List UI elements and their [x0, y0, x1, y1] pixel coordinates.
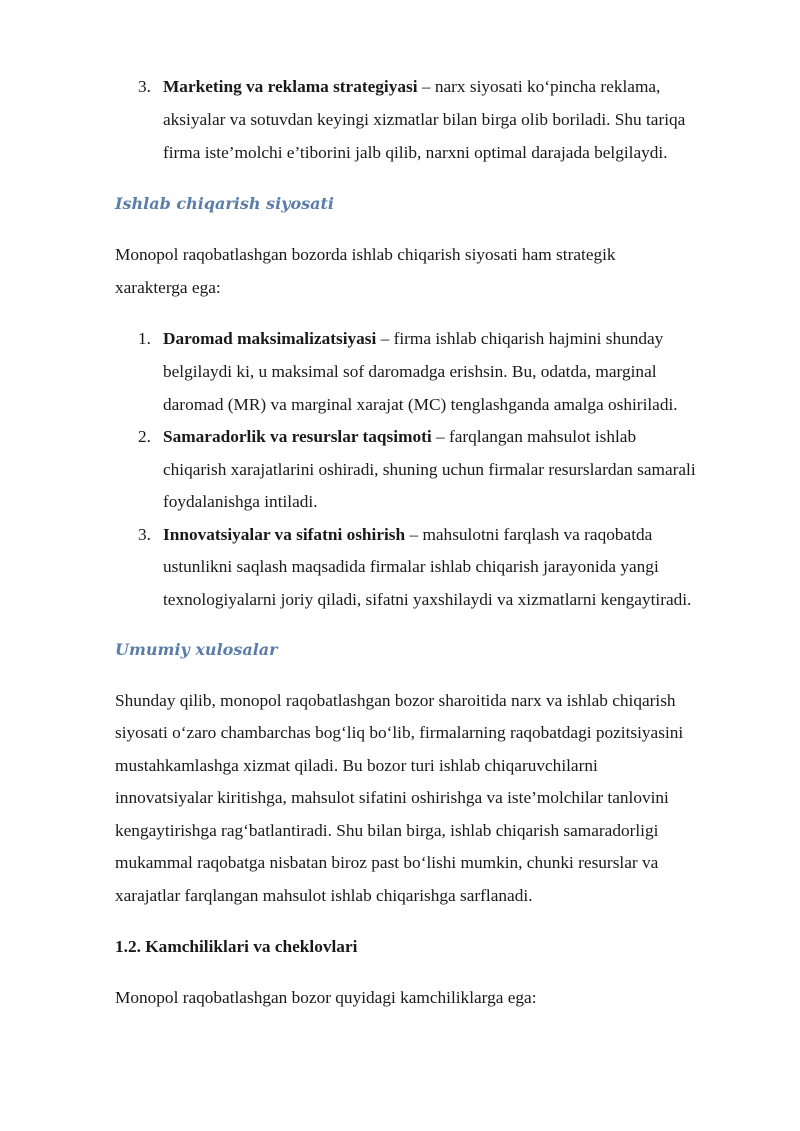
paragraph-line: mukammal raqobatga nisbatan biroz past bo‘lishi mumkin, chunki resurslar va — [115, 853, 659, 872]
list-number: 3. — [138, 525, 151, 544]
list-item-title: Daromad maksimalizatsiyasi — [163, 329, 377, 348]
list-item-first-line — [163, 525, 652, 545]
paragraph-line: siyosati o‘zaro chambarchas bog‘liq bo‘lib, firmalarning raqobatdagi pozitsiyasini — [115, 723, 684, 742]
list-item-text: – mahsulotni farqlash va raqobatda — [405, 525, 653, 544]
list-item-line: ustunlikni saqlash maqsadida firmalar ishlab chiqarish jarayonida yangi — [163, 557, 659, 576]
paragraph-line: kengaytirishga rag‘batlantiradi. Shu bilan birga, ishlab chiqarish samaradorligi — [115, 821, 659, 840]
list-item-line: daromad (MR) va marginal xarajat (MC) tenglashganda amalga oshiriladi. — [163, 395, 678, 414]
list-item-title: Innovatsiyalar va sifatni oshirish — [163, 525, 406, 544]
paragraph-line: mustahkamlashga xizmat qiladi. Bu bozor turi ishlab chiqaruvchilarni — [115, 756, 598, 775]
paragraph-line: Monopol raqobatlashgan bozor quyidagi kamchiliklarga ega: — [115, 988, 537, 1007]
list-item-text: – narx siyosati ko‘pincha reklama, — [417, 77, 661, 96]
list-item-line: chiqarish xarajatlarini oshiradi, shuning uchun firmalar resurslardan samarali — [163, 460, 696, 479]
list-number: 2. — [138, 427, 151, 446]
list-item-text: – farqlangan mahsulot ishlab — [431, 427, 637, 446]
paragraph-line: Shunday qilib, monopol raqobatlashgan bozor sharoitida narx va ishlab chiqarish — [115, 691, 676, 710]
list-item-first-line — [163, 329, 663, 349]
list-item-text: – firma ishlab chiqarish hajmini shunday — [376, 329, 664, 348]
paragraph-line: Monopol raqobatlashgan bozorda ishlab chiqarish siyosati ham strategik — [115, 245, 616, 264]
list-item-title: Samaradorlik va resurslar taqsimoti — [163, 427, 432, 446]
list-number: 1. — [138, 329, 151, 348]
paragraph-line: xarakterga ega: — [115, 278, 221, 297]
paragraph-line: xarajatlar farqlangan mahsulot ishlab chiqarishga sarflanadi. — [115, 886, 533, 905]
list-item-first-line — [163, 427, 636, 447]
subsection-heading: 1.2. Kamchiliklari va cheklovlari — [115, 937, 358, 956]
list-item-first-line — [163, 77, 660, 97]
list-item-line: texnologiyalarni joriy qiladi, sifatni yaxshilaydi va xizmatlarni kengaytiradi. — [163, 590, 692, 609]
list-item-line: belgilaydi ki, u maksimal sof daromadga erishsin. Bu, odatda, marginal — [163, 362, 657, 381]
section-heading-conclusions: Umumiy xulosalar — [115, 640, 278, 659]
list-item-title: Marketing va reklama strategiyasi — [163, 77, 418, 96]
list-item-line: firma iste’molchi e’tiborini jalb qilib, narxni optimal darajada belgilaydi. — [163, 143, 668, 162]
list-item-line: aksiyalar va sotuvdan keyingi xizmatlar bilan birga olib boriladi. Shu tariqa — [163, 110, 686, 129]
list-number: 3. — [138, 77, 151, 96]
paragraph-line: innovatsiyalar kiritishga, mahsulot sifatini oshirishga va iste’molchilar tanlovini — [115, 788, 669, 807]
list-item-line: foydalanishga intiladi. — [163, 492, 318, 511]
section-heading-production-policy: Ishlab chiqarish siyosati — [115, 194, 334, 213]
